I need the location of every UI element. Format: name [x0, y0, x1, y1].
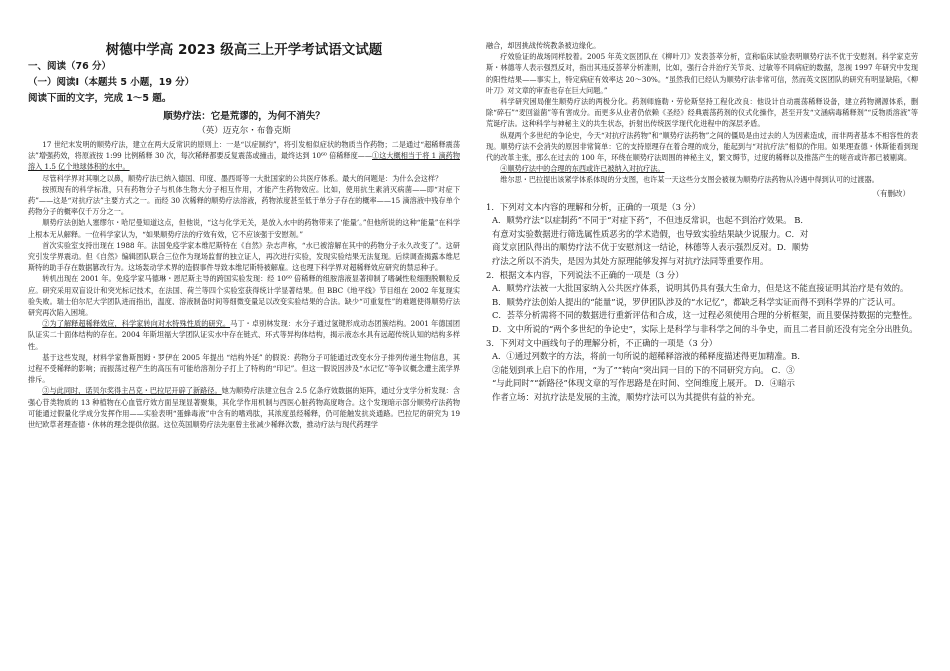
paragraph-text: 基于这些发现，材料学家鲁斯图姆・罗伊在 2005 年提出 “结构外延” 的假说：药物分子可能通过改变水分子排列传递生物信息，其过程不受稀释的影响；而振荡过程产生的高压有可能给溶剂分子打上了特构的“印记”。但这一假说因涉及“水记忆”等争议概念遭主流学界排斥。	[28, 352, 460, 385]
right-paragraphs	[486, 40, 918, 186]
questions	[486, 201, 918, 405]
article-paragraph	[486, 40, 918, 51]
paragraph-text: 维尔思・巴拉提出该紧学体系体现的分支图，也许某一天这些分支图会被视为顺势疗法药物从冷遇中得到认可的过渡器。	[500, 175, 879, 185]
question-option: 有意对实验数据进行筛选属性质恶劣的学术造假，也导致实验结果缺少说服力。C．对	[492, 228, 809, 239]
article-paragraph	[28, 173, 460, 184]
article-paragraph	[28, 184, 460, 218]
question-stem: 3．下列对文中画线句子的理解分析，不正确的一项是（3 分）	[486, 337, 718, 348]
left-paragraphs	[28, 139, 460, 430]
question-option: C．荟萃分析需将不同的数据进行重新评估和合成，这一过程必须使用合理的分析框架，而且要保持数据的完整性。	[492, 310, 918, 321]
paragraph-text: 疗效验证的战场同样胶着。2005 年英文医团队在《柳叶刀》发表荟萃分析，宣称临床试验表明顺势疗法不优于安慰剂。科学家克劳斯・林德等人表示强烈反对，指出其违反荟萃分析准则，比如，强行合并治疗关节炎、过敏等不同病症的数据，忽视 1997 年研究中发现的阳性结果——事实上，特定病症有效率达 20～30%。“虽然我们已经认为顺势疗法非常可信，然而英文医团队的研究有明显缺陷，《柳叶刀》对文章的审查也存在巨大问题。”	[486, 52, 918, 95]
article-paragraph	[28, 352, 460, 386]
right-column	[486, 40, 918, 405]
question-option: 商艾京团队得出的顺势疗法不优于安慰剂这一结论，林德等人表示强烈反对。D．顺势	[492, 242, 809, 253]
question-option: A．顺势疗法被一大批国家纳入公共医疗体系，说明其仍具有强大生命力，但是这不能直接证明其治疗是有效的。	[492, 283, 909, 294]
question-stem: 1．下列对文本内容的理解和分析，正确的一项是（3 分）	[486, 201, 701, 212]
source-note: （有删改）	[872, 188, 910, 198]
article-paragraph	[486, 163, 918, 174]
question-option: D．文中所说的“两个多世纪的争论史”，实际上是科学与非科学之间的斗争史，而且二者目前还没有完全分出胜负。	[492, 323, 918, 334]
question-option: 疗法之所以不消失，是因为其处方原理能够发挥与对抗疗法同等重要作用。	[492, 256, 769, 267]
paragraph-text: 首次实验室支持出现在 1988 年。法国免疫学家本维尼斯特在《自然》杂志声称，“水已被溶解在其中的药物分子永久改变了”。这研究引发学界震动。但《自然》编辑团队联合三位作为现场监督的独立证人，再次进行实验，发现实验结果无法复现。后续调查揭露本维尼斯特的助手存在数据篡改行为。这场轰动学术界的造假事件导致本维尼斯特被解雇。这也理下科学界对超稀释效应研究的禁忌种子。	[28, 240, 460, 273]
underlined-sentence: ④顺势疗法中的合理的东西或许已被纳入对抗疗法。	[500, 164, 665, 174]
paragraph-text: 纵观两个多世纪的争论史，今天“对抗疗法药物”和“顺势疗法药物”之间的僵局是由过去的人为因素造成，而非两者基本不相容性的表现。顺势疗法不会消失的原因非常简单：它的支持原理存在着合理的成分，能起到与“对抗疗法”相似的作用。如果理查德・休斯能看到现代的改革主张，那么在过去的 100 年，环绕在顺势疗法周围的神秘主义，繁文缛节，过度的稀释以及推荡产生的嗟音或许都已被剔离。	[486, 130, 918, 163]
article-paragraph	[486, 96, 918, 130]
paragraph-text: 融合，却因挑战传统教条被边缘化。	[486, 41, 601, 50]
subsection-heading: （一）阅读Ⅰ（本题共 5 小题，19 分）	[28, 77, 195, 88]
underlined-sentence: ②为了解释超稀释效应，科学家转向对水特殊性质的研究。	[42, 319, 231, 329]
article-paragraph	[28, 240, 460, 274]
question-option: B．顺势疗法创始人提出的“能量”说，罗伊团队涉及的“水记忆”，都缺乏科学实证而得不到科学界的广泛认可。	[492, 296, 901, 307]
article-paragraph	[28, 217, 460, 239]
paragraph-text: 转机出现在 2001 年。免疫学家马德琳・恩尼斯主导的跨国实验发现：经 10⁶⁰ 倍稀释的组胺溶液显著抑制了嗜碱性粒细胞脱颗粒反应。研究采用双盲设计和突光标记技术，在法国、荷兰等四个实验室获得统计学显著结果。但 BBC《地平线》节目组在 2002 年复现实验失败。瑞士伯尔尼大学团队进而指出，温度、溶液制备时间等细微变量足以改变实验结果的合法。缺少“可重复性”的难题使得顺势疗法研究再次陷入困境。	[28, 274, 460, 318]
left-column	[28, 58, 460, 430]
question-option: “与此同时”“新路径”体现文章的写作思路是在时间、空间维度上展开。 D．④暗示	[492, 378, 795, 389]
article-paragraph	[486, 174, 918, 185]
article-paragraph	[28, 318, 460, 352]
question-option: ②能划到承上启下的作用，“为了”“转向”突出同一目的下的不同研究方向。 C．③	[492, 364, 795, 375]
paragraph-text: 17 世纪末发明的顺势疗法，建立在两大反常识的原则上：一是“以症制约”，将引发相似症状的物质当作药物；二是通过“超稀释震荡法”增强药效，将原液按 1:99 比例稀释 30 次，每次稀释都要反复震荡或撞击，最终达到 10⁶⁰ 倍稀释度——	[28, 140, 460, 161]
article-paragraph	[28, 139, 460, 173]
question-stem: 2．根据文本内容，下列说法不正确的一项是（3 分）	[486, 269, 684, 280]
article-title: 顺势疗法：它是荒谬的，为何不消失？	[163, 111, 325, 122]
paragraph-text: 按照现有的科学标准，只有药物分子与机体生物大分子相互作用，才能产生药物效应。比如，使用抗生素消灭病菌——即“对症下药”——这是“对抗疗法”主要方式之一。而经 30 次稀释的顺势疗法溶液，药物浓度甚至低于单分子存在的概率——15 滴溶液中残存单个药物分子的概率仅千万分之一。	[28, 184, 460, 217]
article-paragraph	[486, 51, 918, 96]
article-paragraph	[28, 273, 460, 318]
underlined-sentence: ①这大概相当于将 1 滴药物溶入 1.5 亿个地球体积的水中。	[28, 151, 460, 172]
question-option: A．①通过列数字的方法，将前一句所说的超稀释溶液的稀释度描述得更加精准。B．	[492, 351, 806, 362]
paragraph-text: 尽管科学界对其嗤之以鼻，顺势疗法已纳入德国、印度、墨西哥等一大批国家的公共医疗体系。最大的问题是：为什么会这样？	[42, 173, 443, 183]
paragraph-text: 科学研究困局催生顺势疗法的两极分化。药剂师施勒・劳伦斯坚持工程化改良：他设计自动震荡稀释设备，建立药物溯源体系，删除“碎石”“麦回溢菌”等有害成分。而更多从业者仍依赖《圣经》经典震荡药剂的仪式化操作，甚至开发“文涵病毒稀释剂”“反物质溶液”等荒诞疗法。这种科学与神秘主义的共生状态，折射出传统医学现代化进程中的深层矛盾。	[486, 97, 918, 129]
paragraph-text: 顺势疗法创始人塞缪尔・哈尼曼知道这点，但他说，“这与化学无关，是放入水中的药物带来了‘能量’。”但他所说的这种“能量”在科学上根本无从解释。一位科学家认为，“如果顺势疗法的疗效有效，它不应该强于安慰剂。”	[28, 218, 460, 239]
question-option: 作者立场：对抗疗法是发展的主流，顺势疗法可以为其提供有益的补充。	[492, 391, 760, 402]
reading-instruction: 阅读下面的文字，完成 1～5 题。	[28, 93, 172, 104]
paragraph-text: 她为顺势疗法建立包含 2.5 亿条疗效数据的矩阵，通过分支学分析发现：含强心苷类物质的 13 种植物在心血管疗效方面呈现显著聚集，其化学作用机制与西医心脏药物高度吻合。这个发现暗示部分顺势疗法药物可能通过假量化学成分发挥作用——实验表明“蛋蜂毒液”中含有的嗜鸡肽，其浓度虽经稀释，仍可能触发抗炎通路。巴拉尼的研究为 19 世纪欧草者理查德・休林的理念提供依据。这位英国顺势疗法先驱曾主张减少稀释次数，推动疗法与现代药理学	[28, 386, 460, 430]
question-option: A．顺势疗法“以症制药”不同于“对症下药”，不但违反常识，也起不到治疗效果。 B．	[492, 215, 809, 226]
article-paragraph	[28, 385, 460, 430]
underlined-sentence: ③与此同时，诺贝尔奖得主吕克・巴拉尼开辟了新路径。	[42, 386, 222, 396]
article-author: （英）迈克尔・布鲁克斯	[197, 126, 291, 136]
exam-title: 树德中学高 2023 级高三上开学考试语文试题	[105, 42, 383, 58]
section-heading: 一、阅读（76 分）	[28, 61, 112, 72]
article-paragraph	[486, 130, 918, 164]
paragraph-text: 马丁・卓别林发现：水分子通过氢键形成动态团簇结构。2001 年德国团队证实二十面体结构的存在。2004 年斯坦福大学团队证实水中存在链式、环式等异构体结构，揭示液态水具有远超传统认知的结构多样性。	[28, 319, 460, 351]
